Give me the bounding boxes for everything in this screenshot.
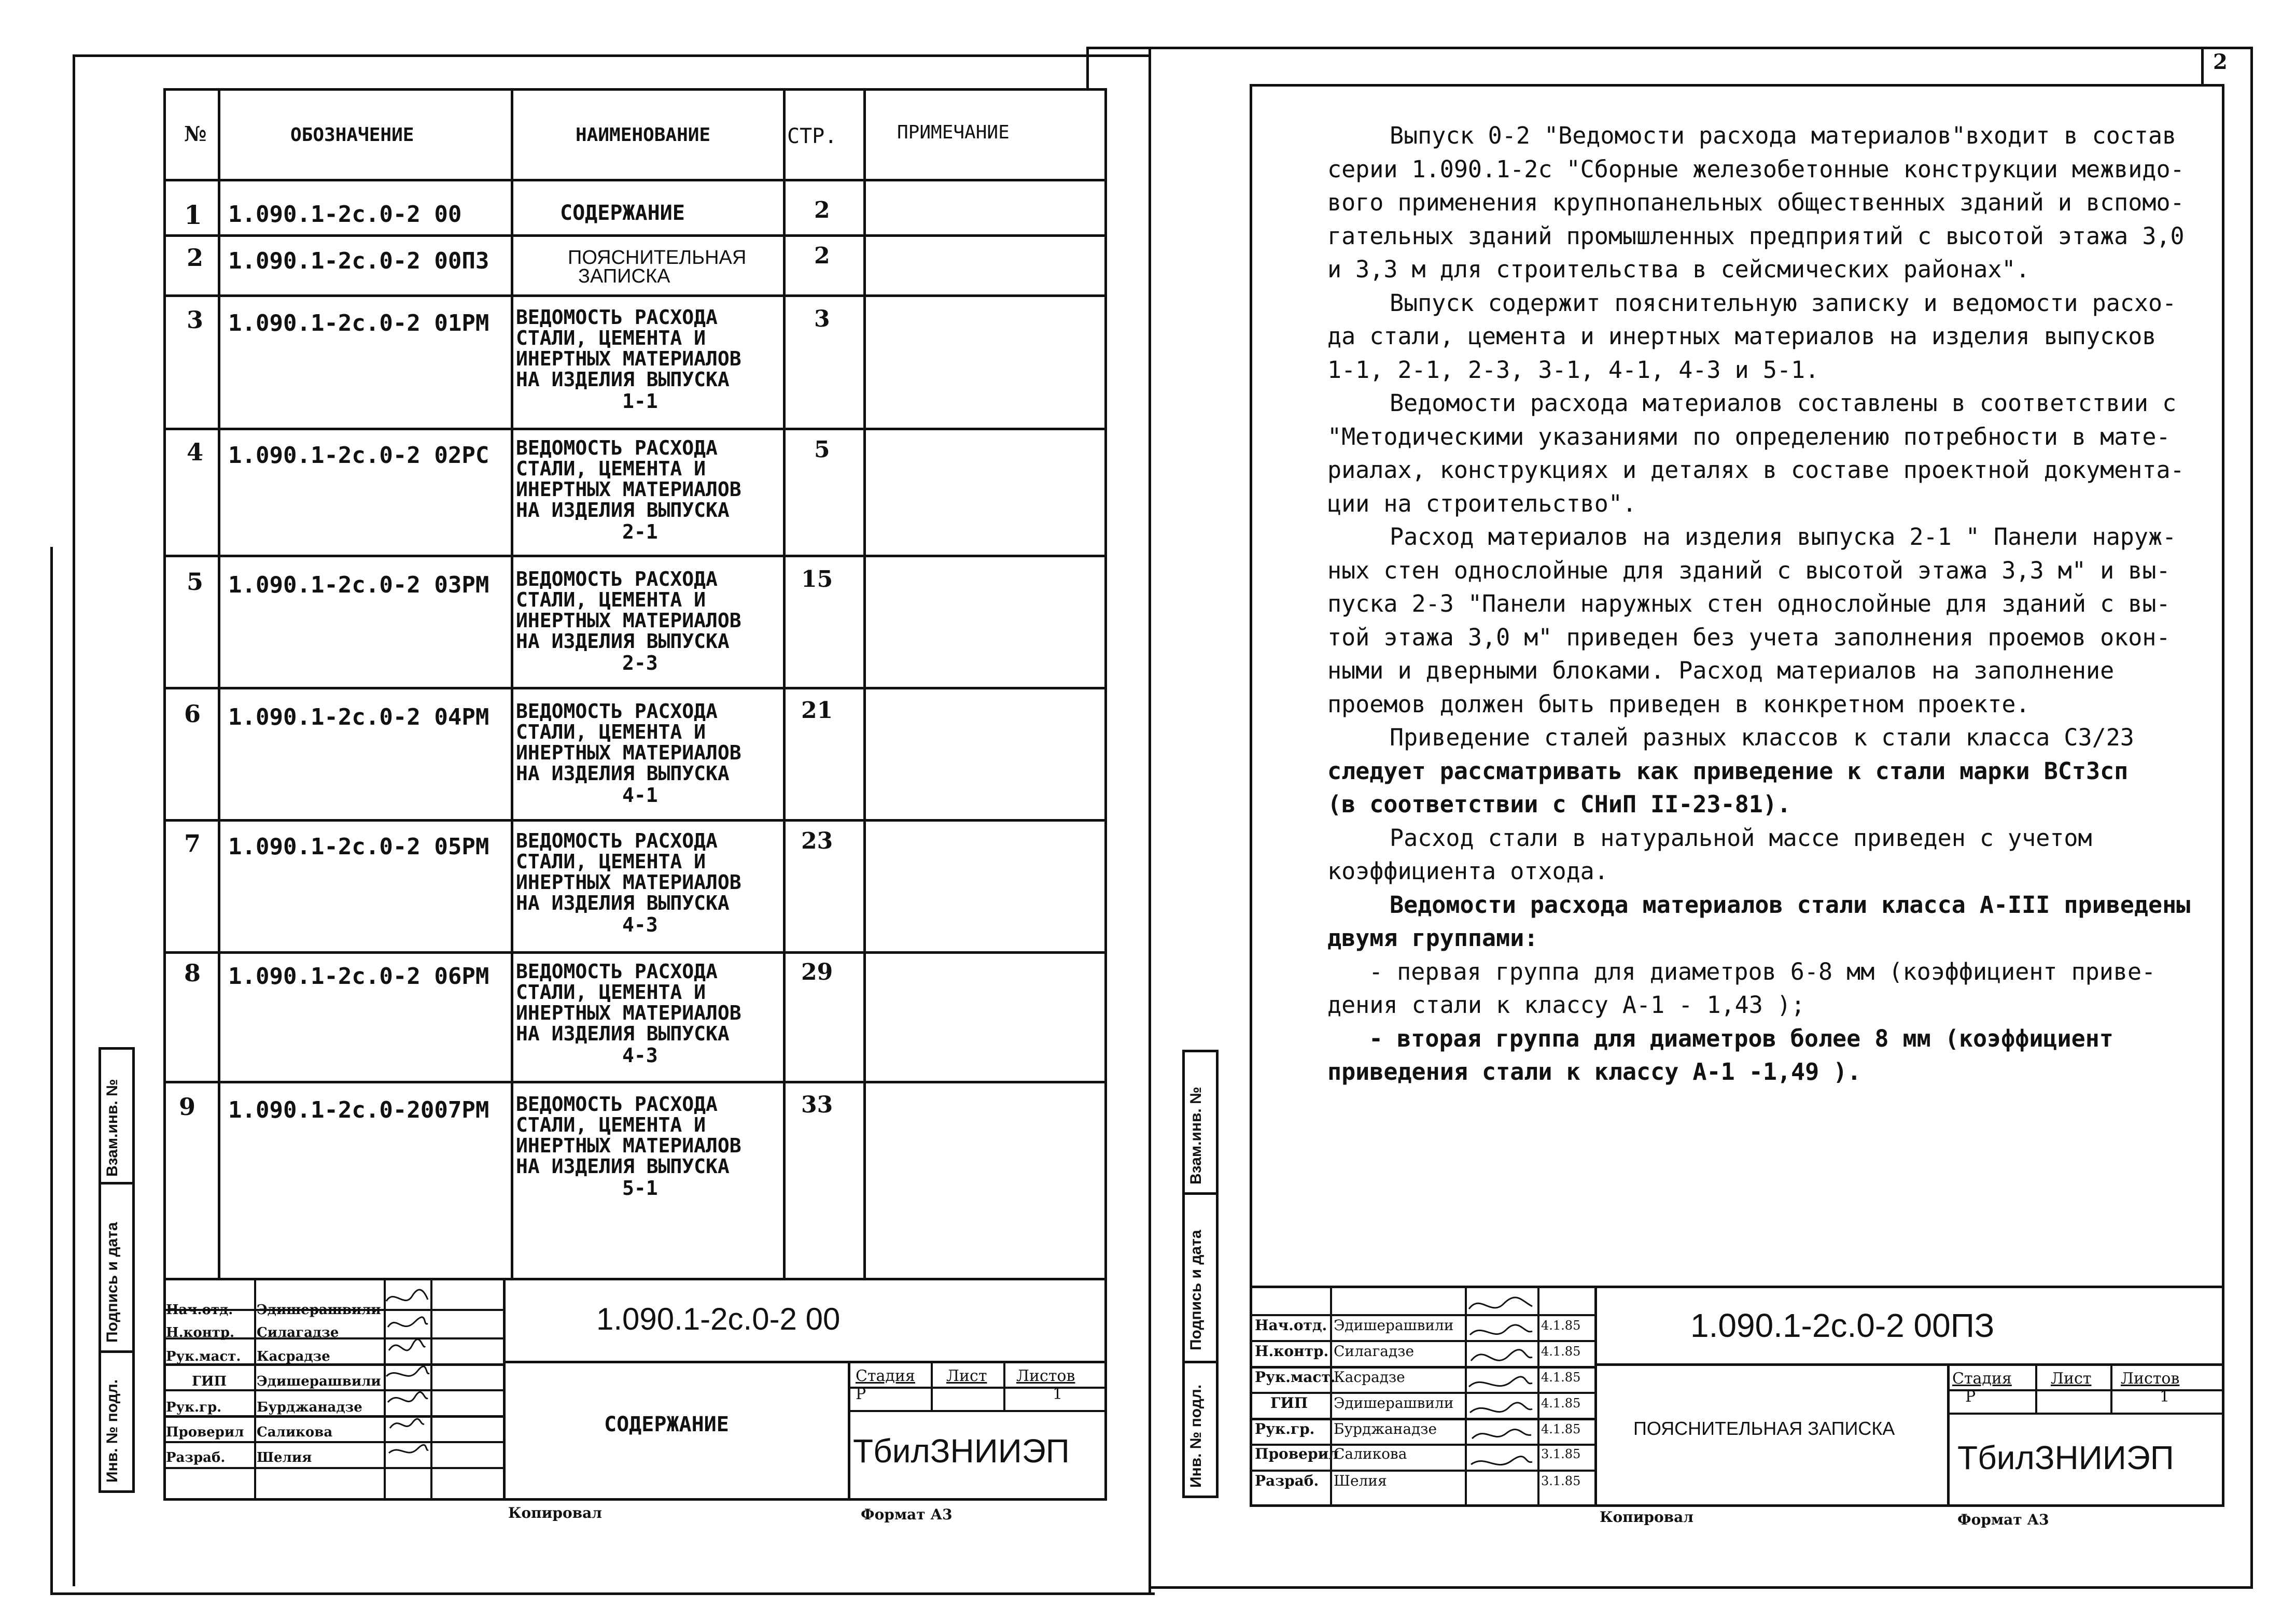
role-label: Рук.гр.	[1255, 1420, 1315, 1437]
stamp-sign-date: Подпись и дата	[104, 1222, 121, 1343]
row-num: 1	[184, 200, 202, 230]
paragraph-line: двумя группами:	[1327, 924, 1538, 952]
role-label: Проверил	[1255, 1445, 1339, 1462]
format-label: Формат А3	[1957, 1511, 2049, 1528]
row-name-line: 2-1	[622, 520, 658, 543]
doc-name: ПОЯСНИТЕЛЬНАЯ ЗАПИСКА	[1633, 1418, 1895, 1439]
row-num: 4	[187, 438, 204, 466]
paragraph-line: гательных зданий промышленных предприятий с высотой этажа 3,0	[1327, 222, 2185, 250]
paragraph-line: (в соответствии с СНиП II-23-81).	[1327, 791, 1791, 818]
sign-date: 4.1.85	[1541, 1422, 1581, 1436]
org-name: ТбилЗНИИЭП	[1957, 1439, 2174, 1476]
row-num: 2	[187, 244, 204, 272]
person-name: Бурджанадзе	[257, 1400, 362, 1415]
row-name-line: ИНЕРТНЫХ МАТЕРИАЛОВ	[516, 1002, 741, 1024]
header-page: СТР.	[787, 124, 837, 148]
header-note: ПРИМЕЧАНИЕ	[897, 122, 1010, 143]
row-name-line: ИНЕРТНЫХ МАТЕРИАЛОВ	[516, 609, 741, 632]
row-page: 23	[801, 828, 833, 854]
role-label: Разраб.	[166, 1450, 226, 1465]
person-name: Саликова	[1334, 1445, 1407, 1462]
paragraph-line: - вторая группа для диаметров более 8 мм (коэффициент	[1369, 1024, 2113, 1052]
row-name: СОДЕРЖАНИЕ	[560, 201, 685, 225]
row-designation: 1.090.1-2с.0-2 01РМ	[228, 310, 489, 336]
person-name: Саликова	[257, 1424, 333, 1440]
role-label: Рук.мaст.	[1255, 1369, 1336, 1386]
org-name: ТбилЗНИИЭП	[853, 1432, 1070, 1470]
doc-name: СОДЕРЖАНИЕ	[604, 1413, 729, 1436]
paragraph-line: и 3,3 м для строительства в сейсмических районах".	[1327, 256, 2030, 283]
row-name-line: ВЕДОМОСТЬ РАСХОДА	[516, 1093, 718, 1116]
row-name-line: СТАЛИ, ЦЕМЕНТА И	[516, 457, 706, 480]
role-label: ГИП	[192, 1374, 227, 1389]
signatures	[384, 1278, 430, 1501]
paragraph-line: следует рассматривать как приведение к стали марки ВСт3сп	[1327, 757, 2129, 785]
row-page: 2	[814, 243, 830, 269]
header-num: №	[184, 122, 207, 146]
copied-label: Копировал	[1600, 1508, 1694, 1526]
paragraph-line: Ведомости расхода материалов составлены в соответствии с	[1390, 389, 2177, 417]
paragraph-line: Приведение сталей разных классов к стали класса С3/23	[1390, 724, 2134, 751]
paragraph-line: Расход стали в натуральной массе приведен с учетом	[1390, 824, 2092, 852]
sheets-label: Листов	[1016, 1367, 1075, 1385]
row-page: 2	[814, 197, 830, 223]
sheet-value: 1	[2160, 1388, 2170, 1406]
row-name-line: СТАЛИ, ЦЕМЕНТА И	[516, 588, 706, 611]
stage-value: Р	[856, 1385, 866, 1403]
role-label: Проверил	[166, 1424, 244, 1440]
paragraph-line: - первая группа для диаметров 6-8 мм (коэффициент приве-	[1369, 957, 2156, 985]
paragraph-line: Выпуск 0-2 "Ведомости расхода материалов"входит в состав	[1390, 122, 2177, 149]
stamp-replace-inv: Взам.инв. №	[1187, 1087, 1205, 1184]
row-name-line: СТАЛИ, ЦЕМЕНТА И	[516, 721, 706, 743]
paragraph-line: ных стен однослойные для зданий с высотой этажа 3,3 м" и вы-	[1327, 556, 2171, 584]
paragraph-line: 1-1, 2-1, 2-3, 3-1, 4-1, 4-3 и 5-1.	[1327, 356, 1819, 384]
stage-label: Стадия	[856, 1367, 915, 1385]
row-name-line: ВЕДОМОСТЬ РАСХОДА	[516, 960, 718, 983]
row-name-line: ИНЕРТНЫХ МАТЕРИАЛОВ	[516, 1134, 741, 1157]
person-name: Силагадзе	[257, 1325, 339, 1341]
row-name-line: НА ИЗДЕЛИЯ ВЫПУСКА	[516, 1155, 730, 1178]
role-label: ГИП	[1270, 1394, 1308, 1412]
row-page: 5	[814, 436, 830, 463]
paragraph-line: да стали, цемента и инертных материалов на изделия выпусков	[1327, 322, 2157, 350]
page-number: 2	[2213, 50, 2228, 74]
row-num: 8	[184, 959, 201, 987]
row-page: 3	[814, 306, 830, 332]
paragraph-line: проемов должен быть приведен в конкретном проекте.	[1327, 690, 2030, 718]
stamp-inv-no: Инв. № подл.	[1187, 1384, 1205, 1488]
row-name-line: ВЕДОМОСТЬ РАСХОДА	[516, 700, 718, 723]
person-name: Эдишерашвили	[1334, 1317, 1454, 1334]
person-name: Эдишерашвили	[257, 1374, 381, 1389]
row-designation: 1.090.1-2с.0-2 04РМ	[228, 704, 489, 730]
role-label: Разраб.	[1255, 1472, 1319, 1489]
row-name-line: НА ИЗДЕЛИЯ ВЫПУСКА	[516, 892, 730, 914]
paragraph-line: серии 1.090.1-2с "Сборные железобетонные конструкции межвидо-	[1327, 155, 2185, 183]
row-name-line: СТАЛИ, ЦЕМЕНТА И	[516, 981, 706, 1004]
explanatory-text	[1327, 119, 2191, 1089]
person-name: Бурджанадзе	[1334, 1420, 1437, 1437]
signatures	[1465, 1286, 1537, 1506]
row-num: 7	[184, 829, 201, 857]
row-designation: 1.090.1-2с.0-2 06РМ	[228, 963, 489, 990]
copied-label: Копировал	[508, 1504, 603, 1521]
person-name: Эдишерашвили	[257, 1302, 381, 1318]
doc-code: 1.090.1-2с.0-2 00ПЗ	[1690, 1307, 1995, 1344]
row-name-line: 4-3	[622, 913, 658, 936]
row-name-line: ИНЕРТНЫХ МАТЕРИАЛОВ	[516, 741, 741, 764]
sign-date: 4.1.85	[1541, 1318, 1581, 1333]
row-name-line: НА ИЗДЕЛИЯ ВЫПУСКА	[516, 499, 730, 521]
sheet-label: Лист	[2051, 1370, 2092, 1388]
row-name-line: НА ИЗДЕЛИЯ ВЫПУСКА	[516, 630, 730, 653]
sign-date: 4.1.85	[1541, 1344, 1581, 1359]
sheet-label: Лист	[946, 1367, 987, 1385]
stage-label: Стадия	[1952, 1370, 2012, 1388]
paragraph-line: вого применения крупнопанельных общественных зданий и вспомо-	[1327, 189, 2185, 216]
row-num: 9	[179, 1093, 196, 1121]
person-name: Касрадзе	[257, 1349, 330, 1364]
row-num: 3	[187, 306, 204, 334]
paragraph-line: "Методическими указаниями по определению потребности в мате-	[1327, 422, 2171, 450]
stamp-sign-date: Подпись и дата	[1187, 1230, 1205, 1350]
role-label: Н.контр.	[166, 1325, 235, 1341]
person-name: Эдишерашвили	[1334, 1394, 1454, 1412]
row-name-line: 1-1	[622, 390, 658, 413]
stamp-replace-inv: Взам.инв. №	[104, 1079, 121, 1177]
sign-date: 4.1.85	[1541, 1370, 1581, 1385]
person-name: Шелия	[257, 1450, 312, 1465]
row-designation: 1.090.1-2с.0-2 00ПЗ	[228, 248, 489, 274]
paragraph-line: ции на строительство".	[1327, 489, 1637, 517]
row-name-line: 4-1	[622, 784, 658, 807]
stage-value: Р	[1965, 1388, 1976, 1406]
role-label: Рук.маст.	[166, 1349, 241, 1364]
paragraph-line: Выпуск содержит пояснительную записку и ведомости расхо-	[1390, 289, 2177, 317]
row-designation: 1.090.1-2с.0-2 05РМ	[228, 834, 489, 860]
sheets-label: Листов	[2121, 1370, 2180, 1388]
row-name-line: ВЕДОМОСТЬ РАСХОДА	[516, 829, 718, 852]
paragraph-line: коэффициента отхода.	[1327, 857, 1608, 885]
sign-date: 3.1.85	[1541, 1447, 1581, 1461]
person-name: Силагадзе	[1334, 1343, 1415, 1360]
row-name-line: СТАЛИ, ЦЕМЕНТА И	[516, 327, 706, 349]
row-designation: 1.090.1-2с.0-2 03РМ	[228, 572, 489, 598]
row-name-line: НА ИЗДЕЛИЯ ВЫПУСКА	[516, 1022, 730, 1045]
sheet-value: 1	[1053, 1385, 1063, 1403]
row-name-line: 4-3	[622, 1044, 658, 1067]
row-page: 15	[801, 566, 833, 593]
row-num: 6	[184, 700, 201, 728]
person-name: Касрадзе	[1334, 1369, 1405, 1386]
row-designation: 1.090.1-2с.0-2007РМ	[228, 1097, 489, 1123]
sign-date: 3.1.85	[1541, 1474, 1581, 1488]
row-name-line: ИНЕРТНЫХ МАТЕРИАЛОВ	[516, 347, 741, 370]
role-label: Нач.отд.	[1255, 1317, 1327, 1334]
paragraph-line: дения стали к классу А-1 - 1,43 );	[1327, 991, 1805, 1019]
role-label: Н.контр.	[1255, 1343, 1329, 1360]
format-label: Формат А3	[861, 1506, 953, 1523]
paragraph-line: Ведомости расхода материалов стали класса А-III приведены	[1390, 891, 2191, 919]
row-name-line: НА ИЗДЕЛИЯ ВЫПУСКА	[516, 762, 730, 785]
row-name-line: ИНЕРТНЫХ МАТЕРИАЛОВ	[516, 871, 741, 894]
row-name-line: СТАЛИ, ЦЕМЕНТА И	[516, 850, 706, 873]
person-name: Шелия	[1334, 1472, 1387, 1489]
row-name: ЗАПИСКА	[578, 265, 670, 287]
row-name-line: ВЕДОМОСТЬ РАСХОДА	[516, 568, 718, 590]
row-page: 29	[801, 959, 833, 985]
header-name: НАИМЕНОВАНИЕ	[576, 124, 711, 146]
role-label: Нач.отд.	[166, 1302, 233, 1318]
sign-date: 4.1.85	[1541, 1396, 1581, 1411]
paragraph-line: риалах, конструкциях и деталях в составе проектной документа-	[1327, 456, 2185, 484]
row-name: ПОЯСНИТЕЛЬНАЯ	[568, 247, 747, 269]
header-designation: ОБОЗНАЧЕНИЕ	[290, 124, 414, 146]
row-name-line: ВЕДОМОСТЬ РАСХОДА	[516, 306, 718, 329]
row-num: 5	[187, 568, 204, 596]
paragraph-line: той этажа 3,0 м" приведен без учета заполнения проемов окон-	[1327, 623, 2171, 651]
stamp-inv-no: Инв. № подл.	[104, 1379, 121, 1483]
doc-code: 1.090.1-2с.0-2 00	[596, 1302, 841, 1336]
row-page: 21	[801, 697, 833, 724]
row-name-line: СТАЛИ, ЦЕМЕНТА И	[516, 1113, 706, 1136]
row-name-line: 5-1	[622, 1177, 658, 1200]
paragraph-line: Расход материалов на изделия выпуска 2-1 " Панели наруж-	[1390, 523, 2177, 551]
row-designation: 1.090.1-2с.0-2 02РС	[228, 442, 489, 469]
row-name-line: НА ИЗДЕЛИЯ ВЫПУСКА	[516, 368, 730, 391]
paragraph-line: ными и дверными блоками. Расход материалов на заполнение	[1327, 657, 2115, 684]
paragraph-line: пуска 2-3 "Панели наружных стен однослойные для зданий с вы-	[1327, 590, 2171, 617]
role-label: Рук.гр.	[166, 1400, 222, 1415]
row-name-line: 2-3	[622, 652, 658, 674]
paragraph-line: приведения стали к классу А-1 -1,49 ).	[1327, 1058, 1861, 1085]
row-name-line: ИНЕРТНЫХ МАТЕРИАЛОВ	[516, 478, 741, 501]
row-designation: 1.090.1-2с.0-2 00	[228, 201, 462, 228]
row-page: 33	[801, 1092, 833, 1118]
row-name-line: ВЕДОМОСТЬ РАСХОДА	[516, 436, 718, 459]
